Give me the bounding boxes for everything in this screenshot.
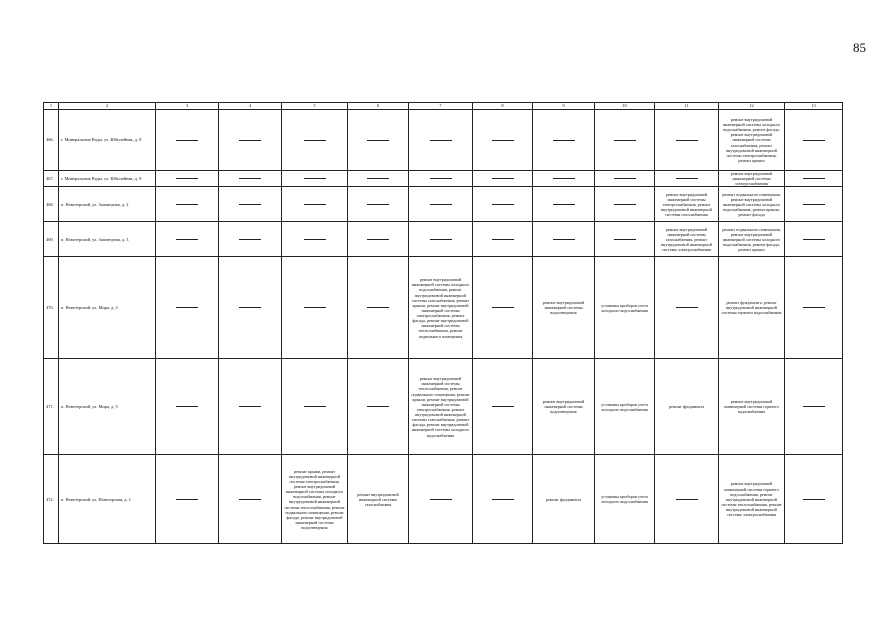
table-body xyxy=(44,103,843,544)
dash-mark xyxy=(492,140,514,141)
empty-cell xyxy=(282,110,348,171)
dash-mark xyxy=(553,239,575,240)
empty-cell xyxy=(219,171,282,187)
address-cell: п. Новотерский, ул. Заповедная, д. 2 xyxy=(59,187,156,222)
empty-cell xyxy=(219,110,282,171)
empty-cell xyxy=(473,171,533,187)
row-number: 471. xyxy=(44,359,59,455)
empty-cell xyxy=(409,222,473,257)
column-number: 2 xyxy=(59,103,156,110)
work-type-cell: ремонт внутридомовой инженерной системы горячего водоснабжения xyxy=(719,359,785,455)
dash-mark xyxy=(676,307,698,308)
empty-cell xyxy=(282,171,348,187)
row-number: 470. xyxy=(44,257,59,359)
work-type-cell: ремонт внутридомовой инженерной системы холодного водоснабжения, ремонт внутридомовой инженерной системы газоснабжения, ремонт крыши, ремонт внутридомовой инженерной системы электроснабжения, ремонт фасада, ремонт внутридомовой инженерной системы теплоснабжения, ремонт подвального помещения xyxy=(409,257,473,359)
empty-cell xyxy=(595,222,655,257)
column-number: 13 xyxy=(785,103,843,110)
row-number: 466. xyxy=(44,110,59,171)
table-row xyxy=(44,257,843,359)
dash-mark xyxy=(239,307,261,308)
dash-mark xyxy=(367,406,389,407)
dash-mark xyxy=(492,204,514,205)
work-type-cell: ремонт внутридомовой инженерной системы водоотведения xyxy=(533,257,595,359)
dash-mark xyxy=(304,204,326,205)
column-number: 4 xyxy=(219,103,282,110)
dash-mark xyxy=(239,140,261,141)
dash-mark xyxy=(492,406,514,407)
empty-cell xyxy=(595,171,655,187)
dash-mark xyxy=(430,178,452,179)
column-number: 1 xyxy=(44,103,59,110)
empty-cell xyxy=(785,187,843,222)
dash-mark xyxy=(304,406,326,407)
dash-mark xyxy=(176,406,198,407)
dash-mark xyxy=(492,239,514,240)
dash-mark xyxy=(676,499,698,500)
empty-cell xyxy=(156,222,219,257)
table-row xyxy=(44,222,843,257)
table-row xyxy=(44,110,843,171)
empty-cell xyxy=(219,187,282,222)
dash-mark xyxy=(239,239,261,240)
table-row xyxy=(44,187,843,222)
dash-mark xyxy=(239,204,261,205)
empty-cell xyxy=(533,222,595,257)
empty-cell xyxy=(156,110,219,171)
empty-cell xyxy=(348,110,409,171)
work-type-cell: ремонт подвального помещения, ремонт внутридомовой инженерной системы холодного водоснабжения, ремонт крыши, ремонт фасада xyxy=(719,187,785,222)
empty-cell xyxy=(156,359,219,455)
work-type-cell: ремонт внутридомовой инженерной системы газоснабжения xyxy=(348,455,409,544)
column-number: 3 xyxy=(156,103,219,110)
dash-mark xyxy=(614,239,636,240)
work-type-cell: установка приборов учета холодного водоснабжения xyxy=(595,257,655,359)
dash-mark xyxy=(492,178,514,179)
dash-mark xyxy=(176,307,198,308)
dash-mark xyxy=(176,204,198,205)
dash-mark xyxy=(803,406,825,407)
dash-mark xyxy=(492,499,514,500)
work-type-cell: ремонт фундамента xyxy=(533,455,595,544)
empty-cell xyxy=(785,359,843,455)
empty-cell xyxy=(785,171,843,187)
table-row xyxy=(44,359,843,455)
page-number: 85 xyxy=(853,40,866,55)
empty-cell xyxy=(655,257,719,359)
work-type-cell: ремонт фундамента xyxy=(655,359,719,455)
dash-mark xyxy=(614,204,636,205)
dash-mark xyxy=(304,140,326,141)
address-cell: п. Новотерский, ул. Новотерская, д. 1 xyxy=(59,455,156,544)
work-type-cell: установка приборов учета холодного водоснабжения xyxy=(595,455,655,544)
column-number: 5 xyxy=(282,103,348,110)
empty-cell xyxy=(219,257,282,359)
dash-mark xyxy=(553,204,575,205)
dash-mark xyxy=(614,140,636,141)
empty-cell xyxy=(156,187,219,222)
empty-cell xyxy=(473,455,533,544)
empty-cell xyxy=(219,455,282,544)
empty-cell xyxy=(655,110,719,171)
work-type-cell: ремонт крыши, ремонт внутридомовой инженерной системы электроснабжения, ремонт внутридомовой инженерной системы холодного водоснабжения, ремонт внутридомовой инженерной системы теплоснабжения, ремонт подвального помещения, ремонт фасада, ремонт внутридомовой инженерной системы водоотведения xyxy=(282,455,348,544)
empty-cell xyxy=(473,187,533,222)
empty-cell xyxy=(785,455,843,544)
header-row xyxy=(44,103,843,110)
dash-mark xyxy=(367,239,389,240)
dash-mark xyxy=(803,307,825,308)
dash-mark xyxy=(367,178,389,179)
address-cell: п. Новотерский, ул. Мира, д. 5 xyxy=(59,359,156,455)
dash-mark xyxy=(803,204,825,205)
empty-cell xyxy=(348,257,409,359)
work-type-cell: ремонт внутридомовой инженерной системы электроснабжения, ремонт внутридомовой инженерной системы газоснабжения xyxy=(655,187,719,222)
empty-cell xyxy=(473,359,533,455)
dash-mark xyxy=(239,499,261,500)
dash-mark xyxy=(430,140,452,141)
dash-mark xyxy=(176,239,198,240)
column-number: 11 xyxy=(655,103,719,110)
dash-mark xyxy=(553,140,575,141)
dash-mark xyxy=(803,499,825,500)
work-type-cell: установка приборов учета холодного водоснабжения xyxy=(595,359,655,455)
repair-program-table xyxy=(43,102,843,544)
dash-mark xyxy=(803,140,825,141)
work-type-cell: ремонт внутридомовой инженерной системы холодного водоснабжения, ремонт фасада, ремонт внутридомовой инженерной системы газоснабжения, ремонт внутридомовой инженерной системы электроснабжения, ремонт крыши xyxy=(719,110,785,171)
row-number: 468. xyxy=(44,187,59,222)
empty-cell xyxy=(348,187,409,222)
empty-cell xyxy=(156,455,219,544)
work-type-cell: ремонт внутридомовой инженерной системы горячего водоснабжения, ремонт внутридомовой инженерной системы теплоснабжения, ремонт внутридомовой инженерной системы электроснабжения xyxy=(719,455,785,544)
empty-cell xyxy=(282,257,348,359)
dash-mark xyxy=(176,178,198,179)
column-number: 9 xyxy=(533,103,595,110)
dash-mark xyxy=(239,406,261,407)
empty-cell xyxy=(595,187,655,222)
row-number: 472. xyxy=(44,455,59,544)
empty-cell xyxy=(156,171,219,187)
table-row xyxy=(44,455,843,544)
dash-mark xyxy=(304,178,326,179)
address-cell: п. Новотерский, ул. Заповедная, д. 3 xyxy=(59,222,156,257)
empty-cell xyxy=(409,171,473,187)
column-number: 10 xyxy=(595,103,655,110)
empty-cell xyxy=(409,455,473,544)
dash-mark xyxy=(239,178,261,179)
empty-cell xyxy=(282,222,348,257)
empty-cell xyxy=(595,110,655,171)
row-number: 469. xyxy=(44,222,59,257)
dash-mark xyxy=(367,307,389,308)
empty-cell xyxy=(785,257,843,359)
dash-mark xyxy=(803,178,825,179)
address-cell: п. Новотерский, ул. Мира, д. 3 xyxy=(59,257,156,359)
empty-cell xyxy=(156,257,219,359)
empty-cell xyxy=(655,171,719,187)
dash-mark xyxy=(304,239,326,240)
dash-mark xyxy=(553,178,575,179)
dash-mark xyxy=(492,307,514,308)
empty-cell xyxy=(409,110,473,171)
dash-mark xyxy=(430,499,452,500)
empty-cell xyxy=(473,222,533,257)
empty-cell xyxy=(533,187,595,222)
work-type-cell: ремонт фундамента, ремонт внутридомовой инженерной системы горячего водоснабжения xyxy=(719,257,785,359)
work-type-cell: ремонт внутридомовой инженерной системы водоотведения xyxy=(533,359,595,455)
empty-cell xyxy=(533,171,595,187)
dash-mark xyxy=(430,204,452,205)
empty-cell xyxy=(348,359,409,455)
work-type-cell: ремонт внутридомовой инженерной системы теплоснабжения, ремонт подвального помещения, ремонт крыши, ремонт внутридомовой инженерной системы электроснабжения, ремонт внутридомовой инженерной системы газоснабжения, ремонт фасада, ремонт внутридомовой инженерной системы холодного водоснабжения xyxy=(409,359,473,455)
empty-cell xyxy=(282,187,348,222)
empty-cell xyxy=(348,171,409,187)
dash-mark xyxy=(803,239,825,240)
empty-cell xyxy=(219,222,282,257)
empty-cell xyxy=(219,359,282,455)
work-type-cell: ремонт подвального помещения, ремонт внутридомовой инженерной системы холодного водоснабжения, ремонт фасада, ремонт крыши xyxy=(719,222,785,257)
work-type-cell: ремонт внутридомовой инженерной системы газоснабжения, ремонт внутридомовой инженерной системы электроснабжения xyxy=(655,222,719,257)
dash-mark xyxy=(367,204,389,205)
column-number: 6 xyxy=(348,103,409,110)
dash-mark xyxy=(430,239,452,240)
dash-mark xyxy=(176,499,198,500)
empty-cell xyxy=(533,110,595,171)
empty-cell xyxy=(473,110,533,171)
empty-cell xyxy=(785,110,843,171)
column-number: 7 xyxy=(409,103,473,110)
empty-cell xyxy=(409,187,473,222)
dash-mark xyxy=(676,178,698,179)
work-type-cell: ремонт внутридомовой инженерной системы электроснабжения xyxy=(719,171,785,187)
dash-mark xyxy=(676,140,698,141)
empty-cell xyxy=(282,359,348,455)
empty-cell xyxy=(655,455,719,544)
dash-mark xyxy=(614,178,636,179)
dash-mark xyxy=(304,307,326,308)
empty-cell xyxy=(348,222,409,257)
table-row xyxy=(44,171,843,187)
dash-mark xyxy=(176,140,198,141)
address-cell: г. Минеральные Воды, ул. Юбилейная, д. 9 xyxy=(59,171,156,187)
empty-cell xyxy=(473,257,533,359)
address-cell: г. Минеральные Воды, ул. Юбилейная, д. 8 xyxy=(59,110,156,171)
column-number: 12 xyxy=(719,103,785,110)
dash-mark xyxy=(367,140,389,141)
row-number: 467. xyxy=(44,171,59,187)
column-number: 8 xyxy=(473,103,533,110)
empty-cell xyxy=(785,222,843,257)
